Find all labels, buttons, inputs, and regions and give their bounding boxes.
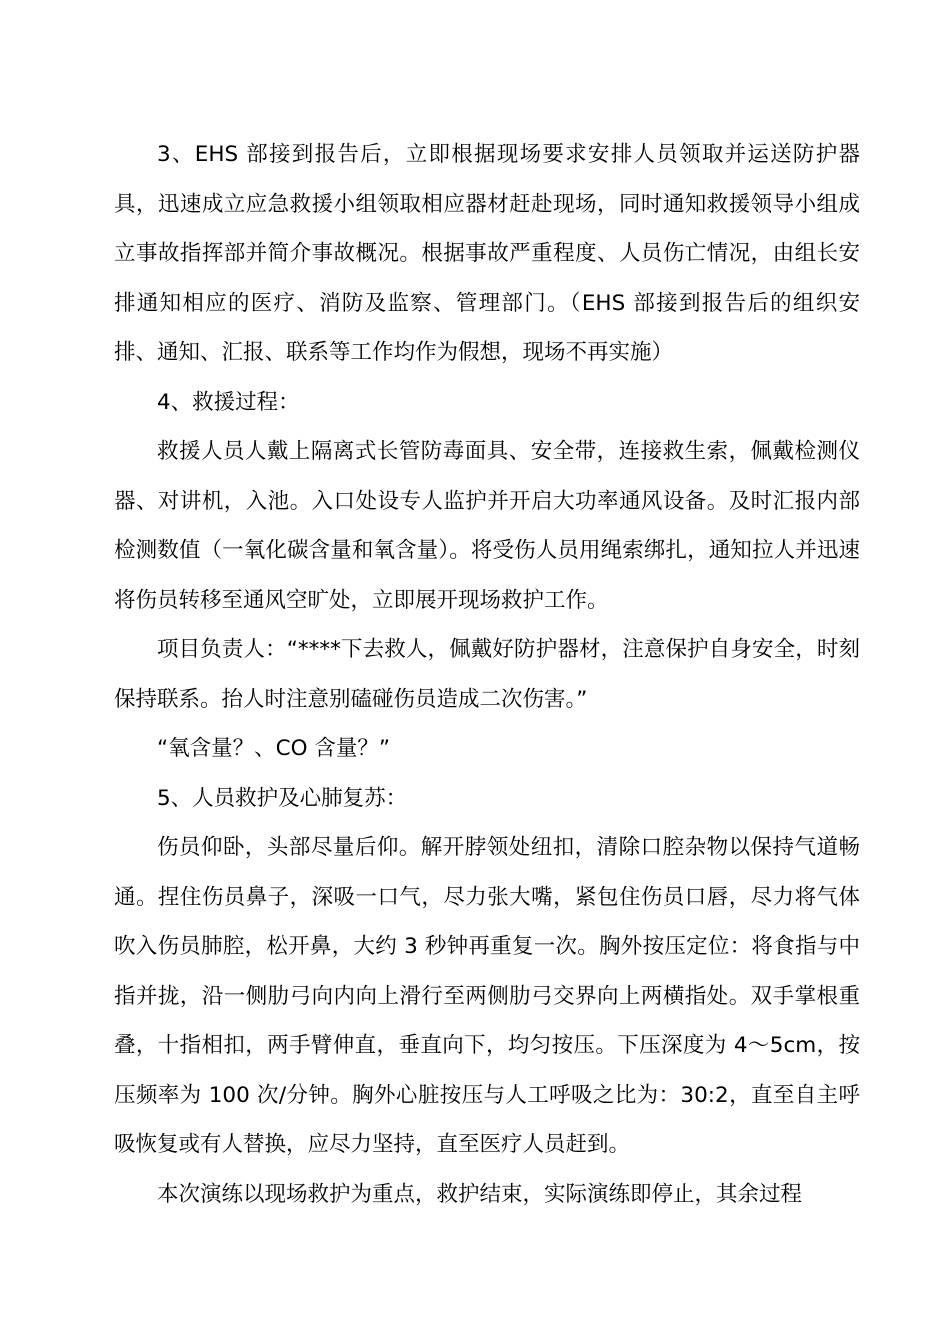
paragraph-ehs-report-response: 3、EHS 部接到报告后，立即根据现场要求安排人员领取并运送防护器具，迅速成立应急救援小组领取相应器材赶赴现场，同时通知救援领导小组成立事故指挥部并简介事故概况。根据事故严重程度、人员伤亡情况，由组长安排通知相应的医疗、消防及监察、管理部门。（EHS 部接到报告后的组织安排、通知、汇报、联系等工作均作为假想，现场不再实施） bbox=[114, 142, 860, 365]
paragraph-drill-conclusion: 本次演练以现场救护为重点，救护结束，实际演练即停止，其余过程 bbox=[157, 1181, 803, 1207]
heading-rescue-process: 4、救援过程： bbox=[157, 389, 300, 415]
paragraph-gas-content-quote: “氧含量？、CO 含量？” bbox=[157, 736, 391, 761]
document-body bbox=[114, 130, 860, 1219]
paragraph-cpr-procedure: 伤员仰卧，头部尽量后仰。解开脖领处纽扣，清除口腔杂物以保持气道畅通。捏住伤员鼻子，深吸一口气，尽力张大嘴，紧包住伤员口唇，尽力将气体吹入伤员肺腔，松开鼻，大约 3 秒钟再重复一次。胸外按压定位：将食指与中指并拢，沿一侧肋弓向内向上滑行至两侧肋弓交界向上两横指处。双手掌根重叠，十指相扣，两手臂伸直，垂直向下，均匀按压。下压深度为 4～5cm，按压频率为 100 次/分钟。胸外心脏按压与人工呼吸之比为：30:2，直至自主呼吸恢复或有人替换，应尽力坚持，直至医疗人员赶到。 bbox=[114, 835, 860, 1157]
paragraph-project-leader-quote: 项目负责人：“****下去救人，佩戴好防护器材，注意保护自身安全，时刻保持联系。抬人时注意别磕碰伤员造成二次伤害。” bbox=[114, 637, 860, 712]
paragraph-rescue-procedure: 救援人员人戴上隔离式长管防毒面具、安全带，连接救生索，佩戴检测仪器、对讲机，入池。入口处设专人监护并开启大功率通风设备。及时汇报内部检测数值（一氧化碳含量和氧含量）。将受伤人员用绳索绑扎，通知拉人并迅速将伤员转移至通风空旷处，立即展开现场救护工作。 bbox=[114, 439, 860, 613]
heading-first-aid-cpr: 5、人员救护及心肺复苏： bbox=[157, 785, 408, 811]
